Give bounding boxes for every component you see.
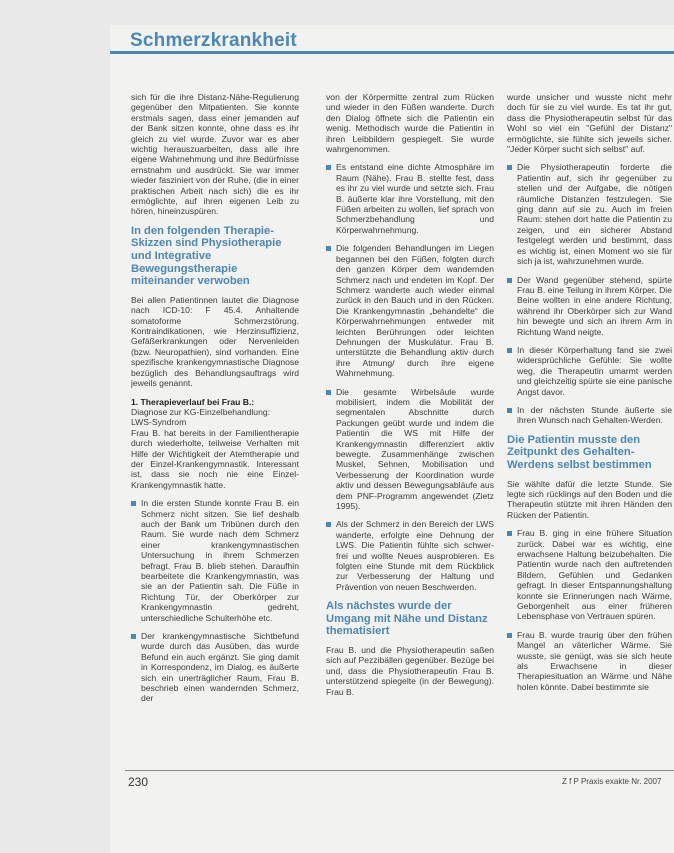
paragraph: Sie wählte dafür die letzte Stunde. Sie legte sich rücklings auf den Boden und die Therapeutin stützte mit ihren Händen den Rücken der Patientin.: [507, 478, 672, 520]
paragraph: von der Körpermitte zentral zum Rücken und wieder in den Füßen wanderte. Durch den Dialog öffnete sich die Patientin ein wenig. Methodisch wurde die Patientin in ihren Leibbildern gespiegelt. Sie wurde wahrgenommen.: [326, 92, 494, 155]
paragraph: Frau B. hat bereits in der Familientherapie durch wiederholte, teilweise Verhalten mit Hilfe der Wichtigkeit der Atemtherapie und der Einzel-Krankengymnastik. Interessant ist, dass sie noch nie eine Einzel-Krankengymnastik hatte.: [131, 427, 299, 490]
bullet-text: Als der Schmerz in den Bereich der LWS wanderte, erfolgte eine Dehnung der LWS. Die Patientin fühlte sich schwer- frei und wollte Neues ausprobieren. Es folgten eine Stunde mit dem Rückblick zur Verbesserung der Haltung und Prävention von neuen Beschwerden.: [336, 519, 494, 592]
bullet-text: Der Wand gegenüber stehend, spürte Frau B. eine Teilung in ihrem Körper. Die Beine wollten in eine andere Richtung, während ihr Oberkörper sich zur Wand hin bewegte und sich an ihrem Arm in Richtung Wand neigte.: [517, 274, 672, 337]
bullet-square-icon: [507, 531, 512, 536]
subsection-heading: 1. Therapieverlauf bei Frau B.:: [131, 396, 255, 407]
bullet-item: [326, 519, 494, 592]
paragraph: Frau B. und die Physiotherapeutin saßen sich auf Pezzibällen gegenüber. Bezüge bei und, dass die Physiotherapeutin Frau B. unterstützend spiegelte (in der Bewegung). Frau B.: [326, 645, 494, 697]
bullet-item: [507, 275, 672, 337]
bullet-text: Der krankengymnastische Sichtbefund wurde durch das Ausüben, das wurde Befund ein auch ergänzt. Sie ging damit in Korrespondenz, im Dialog, es äußerte sich ein unerträglicher Raum, Frau B. beschrieb einen wandernden Schmerz, der: [141, 631, 299, 704]
bullet-square-icon: [326, 390, 331, 395]
bullet-text: Frau B. ging in eine frühere Situation zurück. Dabei war es wichtig, eine erwachsene Haltung beizubehalten. Die Patientin wurde nach den auftretenden Bildern, Gefühlen und Gedanken gefragt. In dieser Entspannungshaltung konnte sie Erinnerungen nach Wärme, Geborgenheit aus einer früheren Lebensphase von Vertrauen spüren.: [517, 528, 672, 622]
footer-rule: [125, 770, 674, 771]
bullet-text: Die folgenden Behandlungen im Liegen begannen bei den Füßen, folgten durch den ganzen Körper dem wandernden Schmerz nach und endeten im Kopf. Der Schmerz wanderte auch wieder einmal zurück in den Bauch und in den Rücken. Die Krankengymnastin „behandelte“ die Körperwahrnehmungen entweder mit leichten Berührungen oder leichten Dehnungen der Muskulatur. Frau B. unterstützte die Behandlung aktiv durch ihre Atmung/ durch ihre eigene Wahrnehmung.: [336, 243, 494, 379]
bullet-item: [326, 162, 494, 235]
bullet-text: In die ersten Stunde konnte Frau B. ein Schmerz nicht sitzen. Sie lief deshalb auch der Bank um Tribünen durch den Raum. Sie wurde nach dem Schmerz einer krankengymnastischen Untersuchung in ihrem Schmerzen befragt. Frau B. blieb stehen. Daraufhin bearbeitete die Krankengymnastin, was sie an der Patientin sah. Die Füße in Richtung Tür, der Oberkörper zur Krankengymnastin gedreht, unterschiedliche Schulterhöhe etc.: [141, 498, 299, 623]
column-2: [326, 92, 494, 705]
paragraph: wurde unsicher und wusste nicht mehr doch für sie zu viel wurde. Es tat ihr gut, dass die Physiotherapeutin selbst für das Wohl so viel ein "Gefühl der Distanz" ermöglichte, sie fühlte sich jeweils sicher. "Jeder Körper sucht sich selbst" auf.: [507, 92, 672, 155]
bullet-square-icon: [507, 278, 512, 283]
bullet-square-icon: [507, 633, 512, 638]
column-1: [131, 92, 299, 712]
paragraph: Bei allen Patientinnen lautet die Diagnose nach ICD-10: F 45.4. Anhaltende somatoforme Schmerzstörung. Kontraindikationen, wie Herzinsuffizienz, Gefäßerkrankungen oder Nervenleiden (bzw. Neuropathien), sind vorhanden. Eine spezifische krankengymnastische Diagnose bezüglich des Behandlungsauftrags wird jeweils genannt.: [131, 294, 299, 389]
bullet-text: In der nächsten Stunde äußerte sie ihren Wunsch nach Gehalten-Werden.: [517, 404, 672, 426]
bullet-item: [131, 631, 299, 704]
bullet-text: Die Physiotherapeutin forderte die Patientin auf, sich ihr gegenüber zu stellen und der Aufgabe, die nötigen räumliche Distanzen festzulegen. Sie ging dann auf sie zu. Auch im freien Raum: stehen dort hatte die Patientin zu zeigen, und ein sicherer Abstand festgelegt werden und bestimmt, dass es wichtig ist, einen Moment wo sie für sich ja ist, wahrzunehmen wurde.: [517, 162, 672, 267]
bullet-square-icon: [326, 246, 331, 251]
bullet-item: [507, 162, 672, 266]
bullet-square-icon: [507, 165, 512, 170]
bullet-text: Es entstand eine dichte Atmosphäre im Raum (Nähe). Frau B. stellte fest, dass es ihr zu viel wurde und setzte sich. Frau B. äußerte klar ihre Vorstellung, mit den Füßen arbeiten zu wollen, lief sprach von Schmerzbehandlung und Körperwahrnehmung.: [336, 162, 494, 235]
column-3: [507, 92, 672, 700]
bullet-square-icon: [131, 501, 136, 506]
bullet-item: [507, 630, 672, 692]
paragraph: sich für die ihre Distanz-Nähe-Regulierung gegenüber den Mitpatienten. Sie konnte erstmals sagen, dass einer jemanden auf der Bank sitzen konnte, ohne dass es ihr gleich zu viel wurde. Zuvor war es aber wichtig herauszuarbeiten, dass alle ihre eigene Wahrnehmung und ihre Bedürfnisse ernstnahm und ausdrückt. Sie war immer wieder fasziniert von der Ruhe, (die in einer praktischen Arbeit nach sich) die es ihr ermöglichte, auf ihren eigenen Leib zu hören, hineinzuspüren.: [131, 92, 299, 217]
page-title: Schmerzkrankheit: [130, 30, 297, 51]
diagnosis-lines: Diagnose zur KG-Einzelbehandlung: LWS-Syndrom: [131, 406, 271, 428]
bullet-square-icon: [507, 408, 512, 413]
page-number: 230: [128, 775, 149, 789]
bullet-item: [131, 498, 299, 623]
bullet-text: Frau B. wurde traurig über den frühen Mangel an väterlicher Wärme. Sie wusste, sie genügt, was sie sich heute als Erwachsene in dieser Therapiesituation an Wärme und Nähe holen könnte. Dabei bestimmte sie: [517, 629, 672, 692]
bullet-item: [507, 405, 672, 426]
bullet-text: In dieser Körperhaltung fand sie zwei widersprüchliche Gefühle: Sie wollte weg, die Therapeutin umarmt werden und gleichzeitig spürte sie eine panische Angst davor.: [517, 344, 672, 397]
bullet-item: [326, 243, 494, 378]
bullet-item: [507, 528, 672, 622]
bullet-item: [507, 345, 672, 397]
section-heading: In den folgenden Therapie-Skizzen sind Physiotherapie und Integrative Bewegungstherapie miteinander verwoben: [131, 224, 282, 288]
journal-citation: Z f P Praxis exakte Nr. 2007: [562, 777, 662, 786]
bullet-text: Die gesamte Wirbelsäule wurde mobilisiert, indem die Mobilität der segmentalen Abschnitte durch Packungen geübt wurde und indem die Patientin die WS mit Hilfe der Krankengymnastin differenziert aktiv bewegte. Zusammenhänge zwischen Muskel, Sehnen, Mobilisation und Verbesserung der Koordination wurde aktiv und dessen Bewegungsabläufe aus dem PNF-Programm angewendet (Zietz 1995).: [336, 386, 494, 512]
bullet-square-icon: [507, 348, 512, 353]
bullet-square-icon: [326, 522, 331, 527]
bullet-square-icon: [131, 634, 136, 639]
section-heading: Die Patientin musste den Zeitpunkt des Gehalten-Werdens selbst bestimmen: [507, 433, 652, 471]
header-rule: [110, 51, 674, 54]
section-heading: Als nächstes wurde der Umgang mit Nähe und Distanz thematisiert: [326, 600, 488, 638]
bullet-item: [326, 387, 494, 512]
bullet-square-icon: [326, 165, 331, 170]
